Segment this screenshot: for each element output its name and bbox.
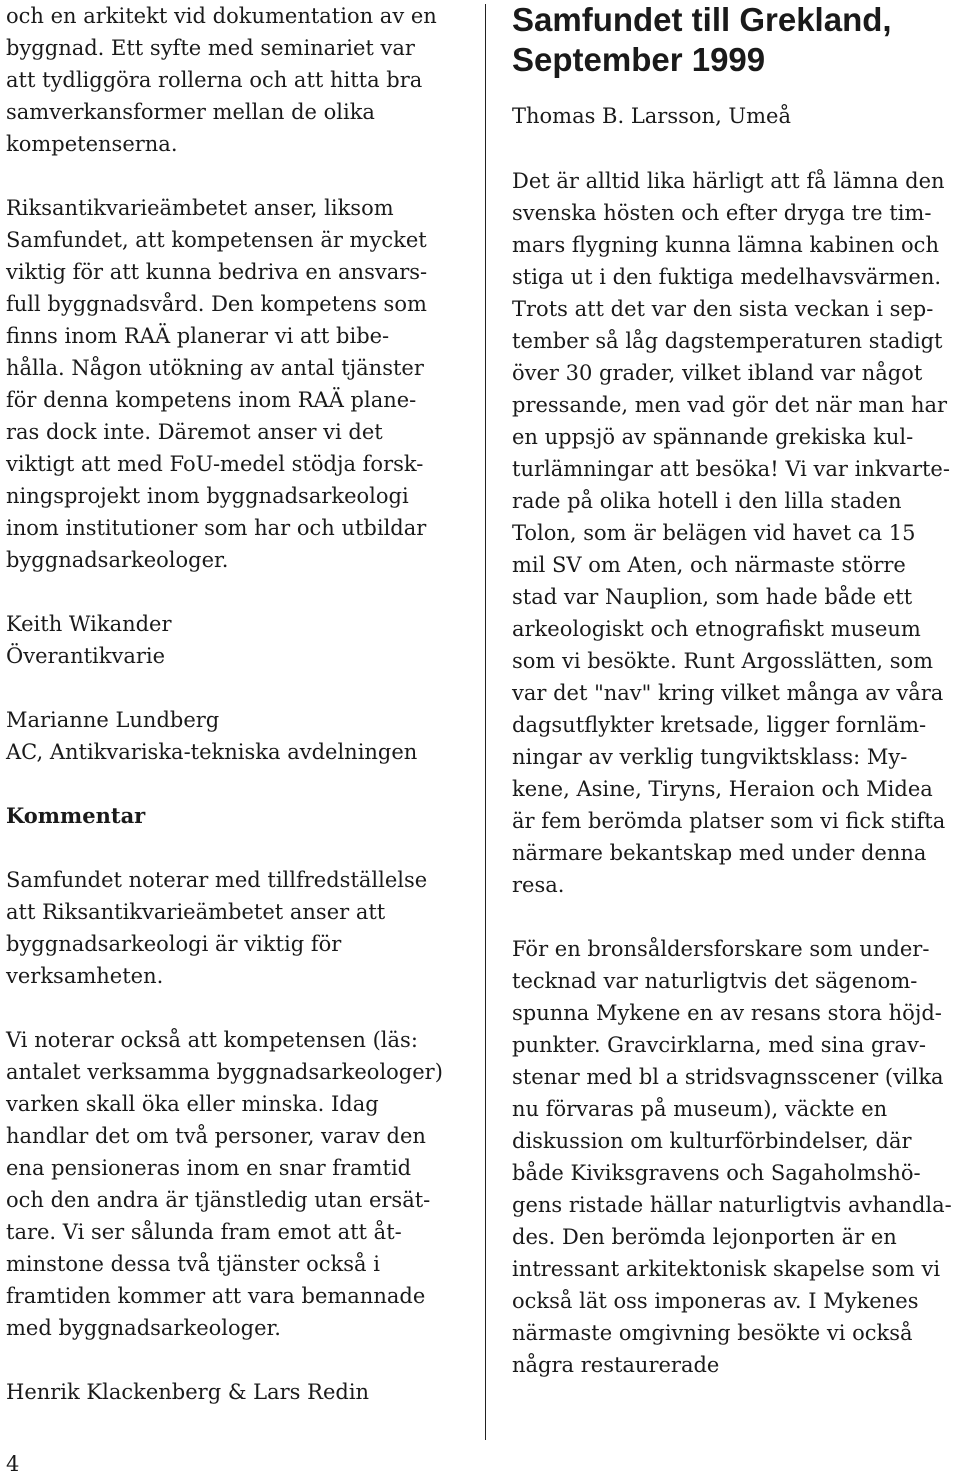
text-line: både Kiviksgravens och Sagaholmshö- bbox=[512, 1161, 921, 1185]
text-line: viktig för att kunna bedriva en ansvars- bbox=[6, 260, 428, 284]
text-line: och en arkitekt vid dokumentation av en bbox=[6, 4, 437, 28]
column-divider bbox=[485, 4, 486, 1440]
text-line: att tydliggöra rollerna och att hitta bra bbox=[6, 68, 423, 92]
signature-name: Marianne Lundberg bbox=[6, 708, 220, 732]
text-line: också lät oss imponeras av. I Mykenes bbox=[512, 1289, 919, 1313]
signature-klackenberg-redin: Henrik Klackenberg & Lars Redin bbox=[6, 1380, 370, 1404]
text-line: pressande, men vad gör det när man har bbox=[512, 393, 948, 417]
text-line: verksamheten. bbox=[6, 964, 164, 988]
text-line: För en bronsåldersforskare som under- bbox=[512, 937, 930, 961]
text-line: full byggnadsvård. Den kompetens som bbox=[6, 292, 427, 316]
text-line: inom institutioner som har och utbildar bbox=[6, 516, 427, 540]
text-line: ras dock inte. Däremot anser vi det bbox=[6, 420, 383, 444]
kommentar-heading: Kommentar bbox=[6, 803, 146, 828]
signature-lundberg bbox=[6, 704, 474, 768]
text-line: tare. Vi ser sålunda fram emot att åt- bbox=[6, 1220, 402, 1244]
signature-title: AC, Antikvariska-tekniska avdelningen bbox=[6, 740, 418, 764]
text-line: diskussion om kulturförbindelser, där bbox=[512, 1129, 912, 1153]
text-line: hålla. Någon utökning av antal tjänster bbox=[6, 356, 424, 380]
text-line: för denna kompetens inom RAÄ plane- bbox=[6, 388, 417, 412]
text-line: var det "nav" kring vilket många av våra bbox=[512, 681, 944, 705]
text-line: Vi noterar också att kompetensen (läs: bbox=[6, 1028, 418, 1052]
paragraph-raa-response bbox=[6, 192, 474, 576]
text-line: dagsutflykter kretsade, ligger fornläm- bbox=[512, 713, 927, 737]
text-line: ningsprojekt inom byggnadsarkeologi bbox=[6, 484, 409, 508]
text-line: antalet verksamma byggnadsarkeologer) bbox=[6, 1060, 443, 1084]
signature-title: Överantikvarie bbox=[6, 644, 166, 668]
text-line: byggnadsarkeologer. bbox=[6, 548, 229, 572]
paragraph-greece-2 bbox=[512, 933, 958, 1381]
text-line: Det är alltid lika härligt att få lämna den bbox=[512, 169, 945, 193]
text-line: des. Den berömda lejonporten är en bbox=[512, 1225, 897, 1249]
text-line: intressant arkitektonisk skapelse som vi bbox=[512, 1257, 941, 1281]
title-line: September 1999 bbox=[512, 41, 766, 78]
text-line: Trots att det var den sista veckan i sep- bbox=[512, 297, 934, 321]
text-line: en uppsjö av spännande grekiska kul- bbox=[512, 425, 914, 449]
text-line: viktigt att med FoU-medel stödja forsk- bbox=[6, 452, 424, 476]
text-line: kene, Asine, Tiryns, Heraion och Midea bbox=[512, 777, 933, 801]
paragraph-intro-continued bbox=[6, 0, 474, 160]
left-column bbox=[6, 0, 474, 1408]
paragraph-kommentar-2 bbox=[6, 1024, 474, 1344]
text-line: gens ristade hällar naturligtvis avhandla- bbox=[512, 1193, 952, 1217]
text-line: byggnad. Ett syfte med seminariet var bbox=[6, 36, 415, 60]
text-line: med byggnadsarkeologer. bbox=[6, 1316, 281, 1340]
text-line: Samfundet noterar med tillfredställelse bbox=[6, 868, 428, 892]
text-line: ena pensioneras inom en snar framtid bbox=[6, 1156, 412, 1180]
text-line: Riksantikvarieämbetet anser, liksom bbox=[6, 196, 394, 220]
text-line: varken skall öka eller minska. Idag bbox=[6, 1092, 379, 1116]
signature-wikander bbox=[6, 608, 474, 672]
text-line: byggnadsarkeologi är viktig för bbox=[6, 932, 342, 956]
text-line: över 30 grader, vilket ibland var något bbox=[512, 361, 923, 385]
text-line: spunna Mykene en av resans stora höjd- bbox=[512, 1001, 942, 1025]
text-line: Tolon, som är belägen vid havet ca 15 bbox=[512, 521, 916, 545]
text-line: mars flygning kunna lämna kabinen och bbox=[512, 233, 939, 257]
text-line: Samfundet, att kompetensen är mycket bbox=[6, 228, 427, 252]
text-line: mil SV om Aten, och närmaste större bbox=[512, 553, 906, 577]
text-line: rade på olika hotell i den lilla staden bbox=[512, 489, 902, 513]
text-line: närmaste omgivning besökte vi också bbox=[512, 1321, 913, 1345]
text-line: som vi besökte. Runt Argosslätten, som bbox=[512, 649, 934, 673]
text-line: stenar med bl a stridsvagnsscener (vilka bbox=[512, 1065, 944, 1089]
text-line: svenska hösten och efter dryga tre tim- bbox=[512, 201, 932, 225]
text-line: samverkansformer mellan de olika bbox=[6, 100, 375, 124]
text-line: stad var Nauplion, som hade både ett bbox=[512, 585, 913, 609]
text-line: tember så låg dagstemperaturen stadigt bbox=[512, 329, 943, 353]
paragraph-greece-1 bbox=[512, 165, 958, 901]
text-line: resa. bbox=[512, 873, 565, 897]
text-line: kompetenserna. bbox=[6, 132, 178, 156]
article-title bbox=[512, 0, 958, 80]
title-line: Samfundet till Grekland, bbox=[512, 1, 892, 38]
text-line: ningar av verklig tungviktsklass: My- bbox=[512, 745, 908, 769]
article-author: Thomas B. Larsson, Umeå bbox=[512, 104, 791, 128]
text-line: stiga ut i den fuktiga medelhavsvärmen. bbox=[512, 265, 942, 289]
text-line: tecknad var naturligtvis det sägenom- bbox=[512, 969, 918, 993]
text-line: nu förvaras på museum), väckte en bbox=[512, 1097, 888, 1121]
text-line: är fem berömda platser som vi fick stifta bbox=[512, 809, 946, 833]
signature-name: Keith Wikander bbox=[6, 612, 172, 636]
text-line: några restaurerade bbox=[512, 1353, 720, 1377]
text-line: arkeologiskt och etnografiskt museum bbox=[512, 617, 921, 641]
paragraph-kommentar-1 bbox=[6, 864, 474, 992]
text-line: närmare bekantskap med under denna bbox=[512, 841, 927, 865]
text-line: minstone dessa två tjänster också i bbox=[6, 1252, 380, 1276]
right-column bbox=[512, 0, 958, 1381]
text-line: handlar det om två personer, varav den bbox=[6, 1124, 426, 1148]
page-number: 4 bbox=[6, 1452, 20, 1476]
text-line: finns inom RAÄ planerar vi att bibe- bbox=[6, 324, 390, 348]
text-line: turlämningar att besöka! Vi var inkvarte- bbox=[512, 457, 950, 481]
text-line: att Riksantikvarieämbetet anser att bbox=[6, 900, 386, 924]
text-line: framtiden kommer att vara bemannade bbox=[6, 1284, 426, 1308]
text-line: punkter. Gravcirklarna, med sina grav- bbox=[512, 1033, 926, 1057]
text-line: och den andra är tjänstledig utan ersät- bbox=[6, 1188, 431, 1212]
